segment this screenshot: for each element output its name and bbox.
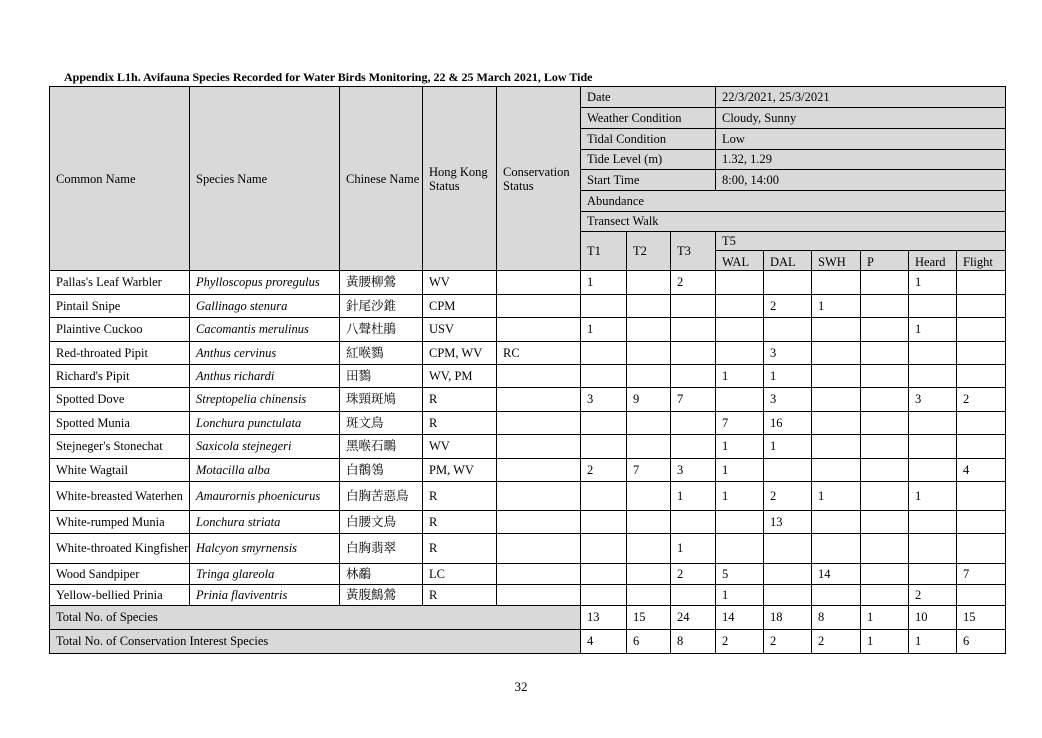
cell-count: [581, 295, 627, 318]
cell-conservation-status: [497, 585, 581, 606]
total-value: 6: [627, 630, 671, 654]
table-row: [50, 534, 1006, 564]
cell-count: [861, 388, 909, 412]
cell-common-name: Spotted Munia: [50, 412, 190, 435]
cell-count: 3: [909, 388, 957, 412]
cell-hk-status: WV: [423, 271, 497, 295]
table-row: [50, 318, 1006, 342]
cell-count: 13: [764, 511, 812, 534]
cell-count: [861, 459, 909, 482]
total-value: 2: [764, 630, 812, 654]
cell-count: [581, 342, 627, 365]
header-chinese-name: Chinese Name: [340, 87, 423, 271]
cell-count: [957, 511, 1006, 534]
cell-count: [909, 564, 957, 585]
cell-common-name: White-rumped Munia: [50, 511, 190, 534]
appendix-title: Appendix L1h. Avifauna Species Recorded for Water Birds Monitoring, 22 & 25 March 2021, Low Tide: [64, 70, 593, 84]
cell-species-name: Lonchura striata: [190, 511, 340, 534]
cell-count: [627, 318, 671, 342]
cell-chinese-name: 林鷸: [340, 564, 423, 585]
cell-count: 1: [909, 318, 957, 342]
condition-value: Cloudy, Sunny: [716, 108, 1006, 129]
cell-conservation-status: [497, 271, 581, 295]
condition-value: 22/3/2021, 25/3/2021: [716, 87, 1006, 108]
cell-count: 1: [716, 585, 764, 606]
cell-count: [812, 342, 861, 365]
cell-count: [909, 534, 957, 564]
cell-count: [812, 318, 861, 342]
cell-hk-status: R: [423, 388, 497, 412]
cell-conservation-status: [497, 459, 581, 482]
cell-count: [909, 511, 957, 534]
cell-count: 14: [812, 564, 861, 585]
cell-count: [581, 412, 627, 435]
table-row: [50, 459, 1006, 482]
total-value: 24: [671, 606, 716, 630]
cell-conservation-status: [497, 482, 581, 511]
total-row: [50, 630, 1006, 654]
condition-label: Date: [581, 87, 716, 108]
cell-chinese-name: 斑文鳥: [340, 412, 423, 435]
cell-count: [812, 511, 861, 534]
cell-count: [627, 412, 671, 435]
cell-species-name: Halcyon smyrnensis: [190, 534, 340, 564]
cell-common-name: White Wagtail: [50, 459, 190, 482]
cell-count: [581, 365, 627, 388]
table-row: [50, 412, 1006, 435]
table-row: [50, 435, 1006, 459]
cell-count: 16: [764, 412, 812, 435]
cell-count: [671, 412, 716, 435]
total-value: 1: [861, 606, 909, 630]
header-t5: T5: [716, 232, 1006, 251]
total-value: 2: [716, 630, 764, 654]
header-dal: DAL: [764, 251, 812, 271]
cell-count: 1: [671, 482, 716, 511]
cell-count: [861, 435, 909, 459]
cell-count: [861, 295, 909, 318]
cell-hk-status: CPM, WV: [423, 342, 497, 365]
cell-count: [581, 435, 627, 459]
cell-count: [812, 365, 861, 388]
condition-value: 8:00, 14:00: [716, 170, 1006, 191]
cell-count: [909, 459, 957, 482]
cell-count: [957, 534, 1006, 564]
cell-chinese-name: 針尾沙錐: [340, 295, 423, 318]
cell-chinese-name: 黃腹鷦鶯: [340, 585, 423, 606]
cell-count: 1: [671, 534, 716, 564]
cell-count: [581, 534, 627, 564]
total-value: 6: [957, 630, 1006, 654]
cell-count: 1: [764, 435, 812, 459]
total-value: 2: [812, 630, 861, 654]
cell-count: [909, 365, 957, 388]
cell-common-name: Stejneger's Stonechat: [50, 435, 190, 459]
header-wal: WAL: [716, 251, 764, 271]
cell-count: [812, 388, 861, 412]
cell-species-name: Amaurornis phoenicurus: [190, 482, 340, 511]
table-row: [50, 295, 1006, 318]
cell-count: 7: [671, 388, 716, 412]
cell-count: 1: [909, 271, 957, 295]
cell-chinese-name: 珠頸斑鳩: [340, 388, 423, 412]
header-species-name: Species Name: [190, 87, 340, 271]
cell-count: [957, 318, 1006, 342]
cell-conservation-status: [497, 564, 581, 585]
cell-count: [671, 295, 716, 318]
cell-species-name: Streptopelia chinensis: [190, 388, 340, 412]
cell-count: 1: [909, 482, 957, 511]
cell-count: 1: [764, 365, 812, 388]
header-t2: T2: [627, 232, 671, 271]
header-heard: Heard: [909, 251, 957, 271]
cell-hk-status: WV: [423, 435, 497, 459]
cell-count: 7: [957, 564, 1006, 585]
total-value: 13: [581, 606, 627, 630]
cell-count: [957, 365, 1006, 388]
header-t1: T1: [581, 232, 627, 271]
cell-common-name: Spotted Dove: [50, 388, 190, 412]
cell-count: 1: [581, 271, 627, 295]
cell-common-name: Pallas's Leaf Warbler: [50, 271, 190, 295]
cell-count: [812, 459, 861, 482]
cell-hk-status: R: [423, 534, 497, 564]
cell-count: [764, 318, 812, 342]
header-flight: Flight: [957, 251, 1006, 271]
cell-chinese-name: 紅喉鷚: [340, 342, 423, 365]
cell-count: [671, 585, 716, 606]
cell-count: [957, 295, 1006, 318]
cell-common-name: Wood Sandpiper: [50, 564, 190, 585]
cell-count: 3: [764, 388, 812, 412]
header-common-name: Common Name: [50, 87, 190, 271]
cell-hk-status: USV: [423, 318, 497, 342]
cell-count: [627, 482, 671, 511]
cell-count: [909, 295, 957, 318]
table-row: [50, 342, 1006, 365]
cell-conservation-status: [497, 534, 581, 564]
cell-hk-status: PM, WV: [423, 459, 497, 482]
cell-count: [627, 511, 671, 534]
header-transect-walk: Transect Walk: [581, 212, 1006, 232]
cell-count: [764, 534, 812, 564]
cell-chinese-name: 白鶺鴒: [340, 459, 423, 482]
cell-count: [812, 271, 861, 295]
table-row: [50, 271, 1006, 295]
condition-label: Start Time: [581, 170, 716, 191]
header-conservation-status: Conservation Status: [497, 87, 581, 271]
cell-species-name: Phylloscopus proregulus: [190, 271, 340, 295]
cell-conservation-status: [497, 435, 581, 459]
cell-chinese-name: 田鷚: [340, 365, 423, 388]
cell-count: [716, 271, 764, 295]
cell-count: [812, 412, 861, 435]
cell-count: [861, 534, 909, 564]
cell-species-name: Gallinago stenura: [190, 295, 340, 318]
cell-count: [764, 585, 812, 606]
table-row: [50, 564, 1006, 585]
cell-chinese-name: 白胸翡翠: [340, 534, 423, 564]
cell-count: [861, 585, 909, 606]
cell-count: [764, 564, 812, 585]
cell-count: [581, 585, 627, 606]
cell-conservation-status: [497, 412, 581, 435]
condition-label: Tide Level (m): [581, 150, 716, 170]
cell-common-name: Pintail Snipe: [50, 295, 190, 318]
cell-count: [812, 435, 861, 459]
cell-count: [861, 482, 909, 511]
cell-count: [716, 388, 764, 412]
cell-count: [627, 564, 671, 585]
cell-count: 2: [671, 271, 716, 295]
cell-conservation-status: RC: [497, 342, 581, 365]
cell-count: [861, 511, 909, 534]
total-value: 10: [909, 606, 957, 630]
cell-count: [764, 271, 812, 295]
cell-conservation-status: [497, 318, 581, 342]
cell-chinese-name: 黑喉石䳭: [340, 435, 423, 459]
header-hk-status: Hong Kong Status: [423, 87, 497, 271]
cell-count: 4: [957, 459, 1006, 482]
cell-chinese-name: 白腰文鳥: [340, 511, 423, 534]
cell-species-name: Anthus richardi: [190, 365, 340, 388]
cell-count: 3: [581, 388, 627, 412]
header-swh: SWH: [812, 251, 861, 271]
cell-count: 2: [764, 482, 812, 511]
cell-count: [671, 435, 716, 459]
cell-common-name: Red-throated Pipit: [50, 342, 190, 365]
cell-count: [581, 482, 627, 511]
cell-count: 2: [957, 388, 1006, 412]
cell-count: [716, 318, 764, 342]
cell-species-name: Cacomantis merulinus: [190, 318, 340, 342]
cell-hk-status: CPM: [423, 295, 497, 318]
cell-count: 1: [812, 482, 861, 511]
cell-count: [812, 585, 861, 606]
cell-count: 1: [812, 295, 861, 318]
cell-count: [812, 534, 861, 564]
cell-species-name: Motacilla alba: [190, 459, 340, 482]
cell-count: [627, 534, 671, 564]
cell-count: [581, 564, 627, 585]
condition-value: Low: [716, 129, 1006, 150]
total-value: 14: [716, 606, 764, 630]
cell-hk-status: R: [423, 482, 497, 511]
cell-count: [627, 435, 671, 459]
cell-count: 2: [909, 585, 957, 606]
cell-hk-status: R: [423, 412, 497, 435]
header-row: [50, 87, 1006, 108]
cell-chinese-name: 白胸苦惡鳥: [340, 482, 423, 511]
cell-conservation-status: [497, 295, 581, 318]
total-label: Total No. of Species: [50, 606, 581, 630]
table-row: [50, 365, 1006, 388]
cell-species-name: Prinia flaviventris: [190, 585, 340, 606]
cell-count: [861, 412, 909, 435]
cell-count: 1: [581, 318, 627, 342]
cell-chinese-name: 八聲杜鵑: [340, 318, 423, 342]
cell-count: 1: [716, 435, 764, 459]
cell-count: 1: [716, 482, 764, 511]
cell-count: [671, 511, 716, 534]
cell-count: [861, 342, 909, 365]
cell-count: 1: [716, 459, 764, 482]
header-p: P: [861, 251, 909, 271]
cell-count: [764, 459, 812, 482]
cell-species-name: Anthus cervinus: [190, 342, 340, 365]
total-value: 4: [581, 630, 627, 654]
cell-count: [957, 435, 1006, 459]
table-row: [50, 511, 1006, 534]
cell-count: 3: [671, 459, 716, 482]
total-row: [50, 606, 1006, 630]
cell-count: [861, 271, 909, 295]
total-label: Total No. of Conservation Interest Species: [50, 630, 581, 654]
cell-common-name: White-breasted Waterhen: [50, 482, 190, 511]
cell-common-name: Yellow-bellied Prinia: [50, 585, 190, 606]
cell-count: [716, 295, 764, 318]
cell-hk-status: WV, PM: [423, 365, 497, 388]
cell-species-name: Saxicola stejnegeri: [190, 435, 340, 459]
cell-count: [957, 412, 1006, 435]
header-abundance: Abundance: [581, 191, 1006, 212]
total-value: 1: [909, 630, 957, 654]
table-row: [50, 482, 1006, 511]
cell-count: [861, 564, 909, 585]
cell-count: [861, 318, 909, 342]
cell-count: [671, 318, 716, 342]
table-body: [50, 87, 1006, 654]
cell-count: [909, 412, 957, 435]
cell-count: 2: [581, 459, 627, 482]
cell-count: [909, 342, 957, 365]
total-value: 1: [861, 630, 909, 654]
cell-count: 1: [716, 365, 764, 388]
cell-count: [957, 342, 1006, 365]
page-number: 32: [514, 679, 528, 694]
cell-count: [671, 365, 716, 388]
cell-common-name: Richard's Pipit: [50, 365, 190, 388]
cell-count: 5: [716, 564, 764, 585]
cell-count: [716, 534, 764, 564]
condition-value: 1.32, 1.29: [716, 150, 1006, 170]
cell-count: [627, 342, 671, 365]
cell-count: [627, 295, 671, 318]
cell-count: [627, 271, 671, 295]
cell-common-name: Plaintive Cuckoo: [50, 318, 190, 342]
cell-conservation-status: [497, 511, 581, 534]
cell-conservation-status: [497, 365, 581, 388]
table-row: [50, 388, 1006, 412]
cell-count: 2: [671, 564, 716, 585]
cell-count: [909, 435, 957, 459]
cell-count: [957, 271, 1006, 295]
cell-species-name: Tringa glareola: [190, 564, 340, 585]
cell-count: [671, 342, 716, 365]
condition-label: Weather Condition: [581, 108, 716, 129]
cell-count: 7: [627, 459, 671, 482]
cell-count: [627, 365, 671, 388]
cell-conservation-status: [497, 388, 581, 412]
cell-count: [957, 585, 1006, 606]
cell-hk-status: R: [423, 585, 497, 606]
table-row: [50, 585, 1006, 606]
cell-count: [627, 585, 671, 606]
cell-count: 7: [716, 412, 764, 435]
cell-common-name: White-throated Kingfisher: [50, 534, 190, 564]
species-table: [49, 86, 1006, 654]
cell-count: [861, 365, 909, 388]
total-value: 18: [764, 606, 812, 630]
total-value: 15: [957, 606, 1006, 630]
total-value: 8: [812, 606, 861, 630]
cell-count: [581, 511, 627, 534]
cell-chinese-name: 黃腰柳鶯: [340, 271, 423, 295]
cell-hk-status: R: [423, 511, 497, 534]
header-t3: T3: [671, 232, 716, 271]
cell-count: [716, 511, 764, 534]
cell-count: [957, 482, 1006, 511]
cell-count: 2: [764, 295, 812, 318]
cell-count: 3: [764, 342, 812, 365]
cell-hk-status: LC: [423, 564, 497, 585]
total-value: 15: [627, 606, 671, 630]
condition-label: Tidal Condition: [581, 129, 716, 150]
cell-count: 9: [627, 388, 671, 412]
cell-count: [716, 342, 764, 365]
cell-species-name: Lonchura punctulata: [190, 412, 340, 435]
total-value: 8: [671, 630, 716, 654]
